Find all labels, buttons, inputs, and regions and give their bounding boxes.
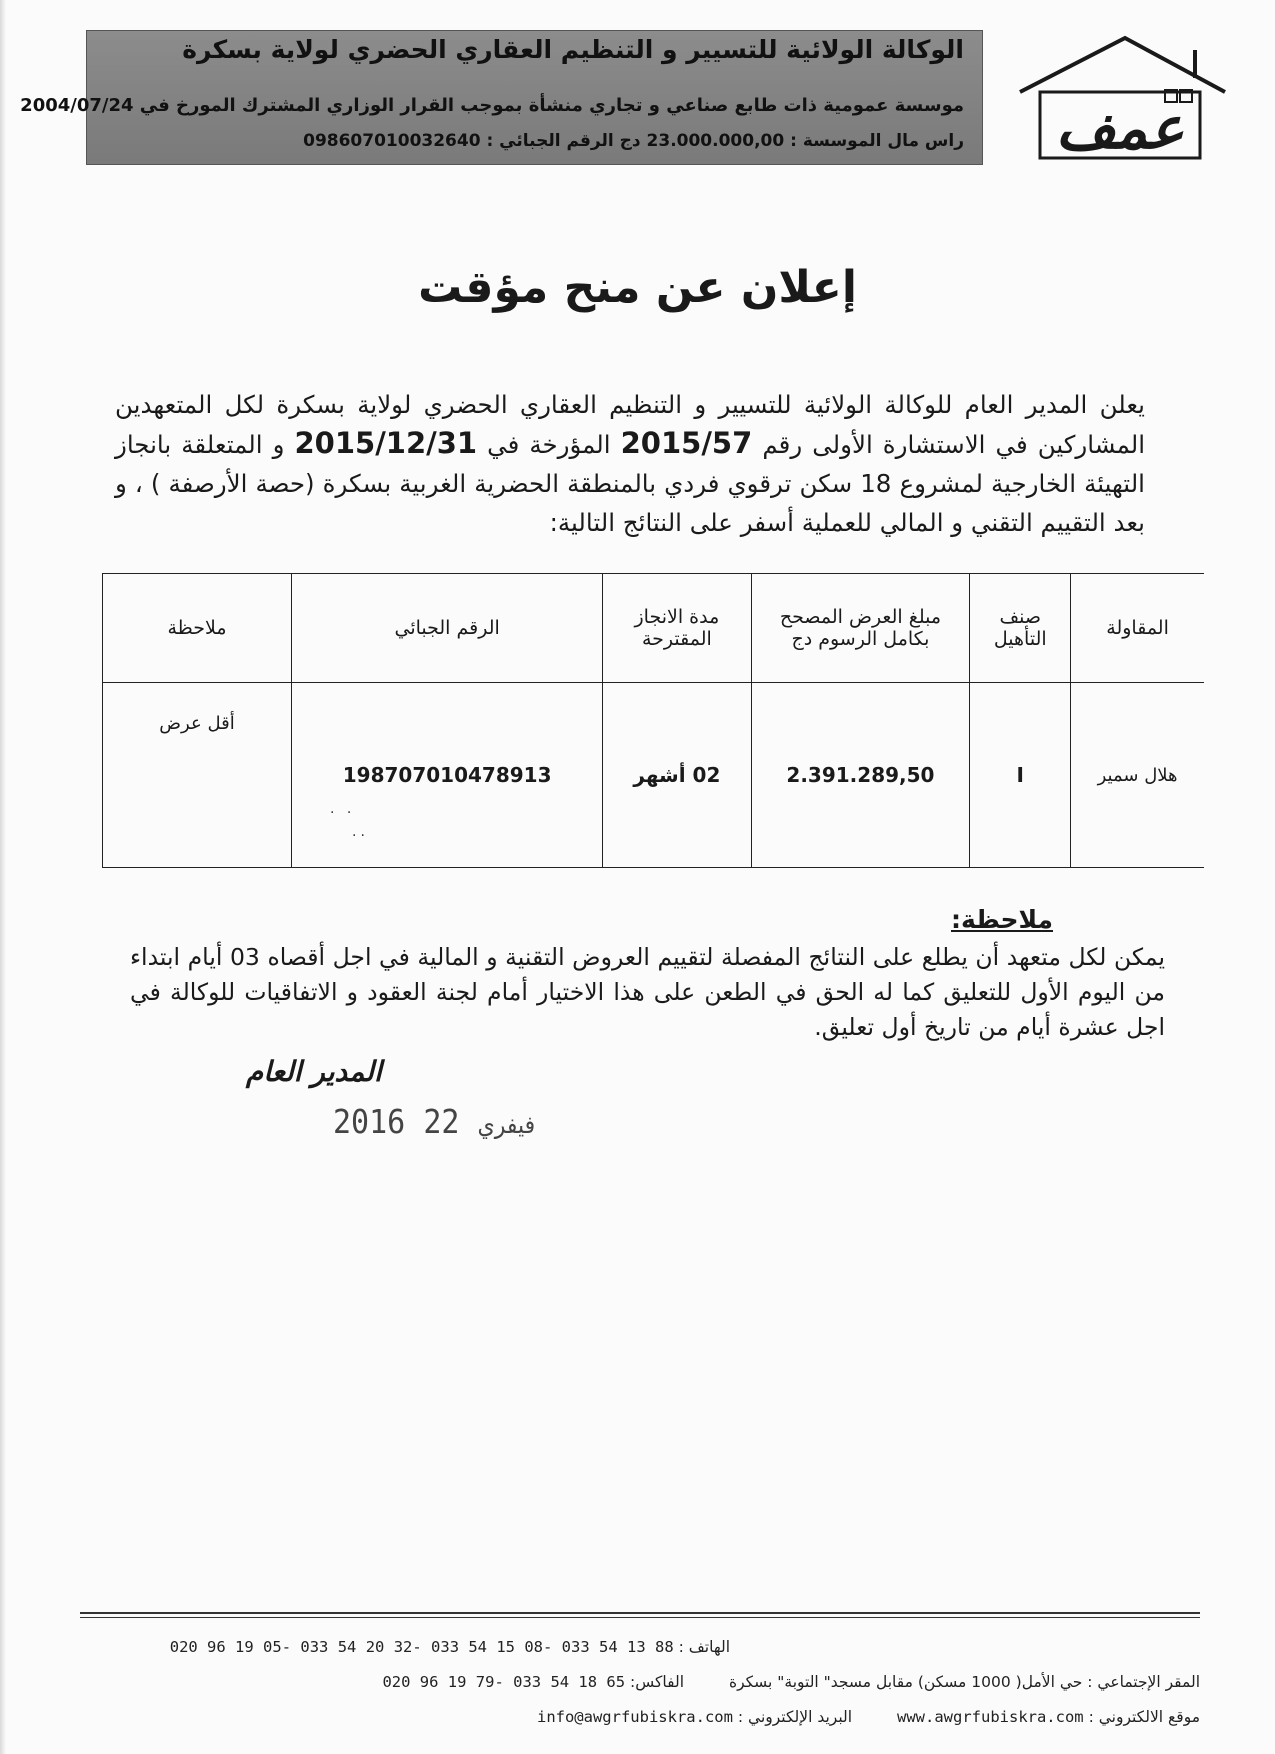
phone-label: الهاتف : [678, 1638, 730, 1656]
stamp-day: 22 [423, 1103, 460, 1142]
logo-house-icon [1000, 30, 1230, 165]
web-label: موقع الالكتروني : [1088, 1708, 1200, 1726]
results-table [102, 573, 1204, 868]
legal-status: موسسة عمومية ذات طابع صناعي و تجاري منشأة بموجب القرار الوزاري المشترك المورخ في 2004/07/24 [20, 95, 964, 116]
signature-title: المدير العام [245, 1055, 382, 1088]
cell-duration: 02 أشهر [603, 683, 751, 868]
consult-date: 2015/12/31 [294, 426, 478, 460]
consult-number: 2015/57 [620, 426, 753, 460]
note-body: يمكن لكل متعهد أن يطلع على النتائج المفصلة لتقييم العروض التقنية و المالية في اجل أقصاه 03 أيام ابتداء من اليوم الأول للتعليق كما له الحق في الطعن على هذا الاختيار أمام لجنة العقود و الاتفاقيات للوكالة في اجل عشرة أيام من تاريخ أول تعليق. [130, 943, 1165, 1041]
stamp-month: فيفري [477, 1112, 536, 1140]
col-remark: ملاحظة [103, 574, 292, 683]
intro-part1: يعلن المدير العام للوكالة الولائية للتسيير و التنظيم العقاري الحضري لولاية بسكرة لكل المتعهدين المشاركين في الاستشارة الأولى رقم [115, 390, 1146, 459]
letterhead-band [20, 30, 983, 165]
scan-speck: ·· [352, 828, 369, 844]
agency-name: الوكالة الولائية للتسيير و التنظيم العقاري الحضري لولاية بسكرة [182, 35, 964, 64]
website-link[interactable]: www.awgrfubiskra.com [897, 1708, 1084, 1726]
footer-divider [80, 1612, 1200, 1614]
scan-speck: · · [330, 805, 356, 821]
fax-numbers: 020 96 19 79- 033 54 18 65 [382, 1673, 626, 1691]
col-contractor: المقاولة [1071, 574, 1204, 683]
col-tax-number: الرقم الجبائي [292, 574, 603, 683]
footer-divider [80, 1617, 1200, 1618]
hq-address: حي الأمل( 1000 مسكن) مقابل مسجد" التوبة" بسكرة [728, 1673, 1083, 1691]
footer-phones [90, 1638, 1200, 1656]
cell-tax-number: 198707010478913 [292, 683, 603, 868]
col-duration: مدة الانجاز المقترحة [603, 574, 751, 683]
date-stamp [333, 1103, 535, 1142]
cell-qualification: I [970, 683, 1071, 868]
col-amount: مبلغ العرض المصحح بكامل الرسوم دج [751, 574, 970, 683]
logo-lettering: عمف [1055, 94, 1185, 162]
intro-paragraph [115, 385, 1145, 542]
footer-web-email [90, 1708, 1200, 1726]
email-label: البريد الإلكتروني : [737, 1708, 853, 1726]
note-heading: ملاحظة: [951, 905, 1053, 934]
email-link[interactable]: info@awgrfubiskra.com [536, 1708, 733, 1726]
stamp-year: 2016 [333, 1103, 406, 1142]
cell-remark: أقل عرض [103, 683, 292, 868]
capital-line: راس مال الموسسة : 23.000.000,00 دج الرقم الجبائي : 098607010032640 [303, 131, 964, 151]
table-header-row [103, 574, 1205, 683]
cell-amount: 2.391.289,50 [751, 683, 970, 868]
footer-hq-fax [90, 1673, 1200, 1691]
table-row [103, 683, 1205, 868]
page-title: إعلان عن منح مؤقت [418, 262, 857, 313]
agency-logo [1000, 30, 1230, 165]
director-signature [246, 1055, 382, 1088]
intro-part3: و المتعلقة بانجاز التهيئة الخارجية لمشروع 18 سكن ترقوي فردي بالمنطقة الحضرية الغربية بسكرة (حصة الأرصفة ) ، و بعد التقييم التقني و المالي للعملية أسفر على النتائج التالية: [115, 430, 1145, 537]
cell-contractor: هلال سمير [1071, 683, 1204, 868]
hq-label: المقر الإجتماعي : [1087, 1673, 1200, 1691]
fax-label: الفاكس: [630, 1673, 685, 1691]
intro-part2: المؤرخة في [487, 430, 611, 459]
col-qualification: صنف التأهيل [970, 574, 1071, 683]
phone-numbers: 020 96 19 05- 033 54 20 32- 033 54 15 08- 033 54 13 88 [169, 1638, 674, 1656]
